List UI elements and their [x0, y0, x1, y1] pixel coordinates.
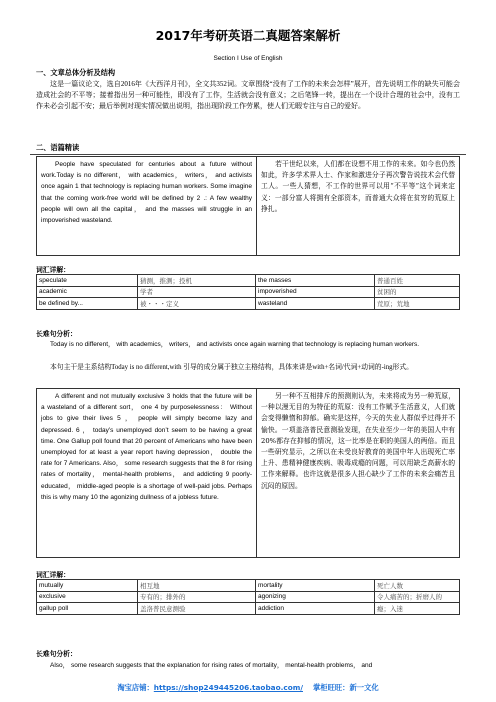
vocab-word: academic — [37, 286, 138, 298]
passage-2-english — [37, 389, 257, 558]
passage-1-english-text: People have speculated for centuries about a future without work.Today is no different， with academics， writers， and activists once again 1 that technology is replacing human workers. Some imagine that the coming work-free world will be defined by 2 .: A few wealthy people will own all the capital， and the masses will struggle in an impoverished wasteland. — [41, 161, 252, 225]
shop-link[interactable]: https://shop249445206.taobao.com/ — [153, 683, 303, 692]
page-subtitle: Section I Use of English — [213, 55, 283, 62]
vocab-meaning: 死亡人数 — [375, 580, 460, 592]
passage-block-2 — [36, 388, 460, 558]
vocab-word: mortality — [256, 580, 375, 592]
analysis-2-english: Also， some research suggests that the explanation for rising rates of mortality， mental-health problems， and — [50, 662, 373, 669]
vocab-meaning: 令人痛苦的；折磨人的 — [375, 591, 460, 603]
vocab-row — [37, 275, 460, 287]
analysis-1-chinese: 本句主干是主系结构Today is no different,with 引导的成分属于独立主格结构，具体来讲是with+名词/代词+动词的-ing形式。 — [50, 364, 413, 371]
section-heading-reading: 二、语篇精读 — [36, 143, 80, 152]
vocab-meaning: 猜测，推测；投机 — [138, 275, 256, 287]
vocab-table-2 — [36, 579, 460, 615]
passage-1-chinese — [257, 157, 460, 256]
structure-paragraph: 这是一篇议论文，选自2016年《大西洋月刊》，全文共352词。文章围绕“没有了工作的未来会怎样”展开，首先说明工作的缺失可能会造成社会的不平等；接着指出另一种可能性，即没有了工作，生活就会没有意义；之后笔锋一转，提出在一个设计合理的社会中，没有工作未必会引起不安；最后举例对现实情况做出说明，指出现阶段工作劳累，使人们无暇专注与自己的爱好。 — [36, 80, 460, 111]
passage-2-chinese-text: 另一种不互相排斥的预测则认为，未来将成为另一种荒原，一种以漫无目的为特征的荒原：没有工作赋予生活意义，人们就会变得懒惰和抑郁。确实是这样，今天的失业人群似乎过得并不愉快。一项盖洛普民意测验发现，在失业至少一年的美国人中有20%都存在抑郁的情况，这一比率是在职的美国人的两倍。而且一些研究显示，之所以在未受良好教育的美国中年人出现死亡率上升、患精神健康疾病、吸毒成瘾的问题，可以用缺乏高薪水的工作来解释。也许这就是很多人担心缺少了工作的未来会痛苦且沉闷的原因。 — [261, 392, 455, 490]
passage-2-english-text: A different and not mutually exclusive 3 holds that the future will be a wasteland of a different sort， one 4 by purposelessness： Without jobs to give their lives 5 ， people will simply become lazy and depressed. 6 ， today’s unemployed don’t seem to be having a great time. One Gallup poll found that 20 percent of Americans who have been unemployed for at least a year report having depression， double the rate for 7 Americans. Also， some research suggests that the 8 for rising rates of mortality， mental-health problems， and addicting 9 poorly-educated， middle-aged people is a shortage of well-paid jobs. Perhaps this is why many 10 the agonizing dullness of a jobless future. — [41, 393, 252, 501]
vocab-word: addiction — [256, 603, 375, 615]
vocab-word: the masses — [256, 275, 375, 287]
shop-owner: 掌柜旺旺：新一文化 — [313, 683, 379, 692]
vocab-word: mutually — [37, 580, 138, 592]
vocab-row — [37, 603, 460, 615]
vocab-word: speculate — [37, 275, 138, 287]
passage-1-chinese-text: 若干世纪以来，人们都在设想不用工作的未来。如今也仍然如此，许多学术界人士、作家和激进分子再次警告说技术会代替工人。一些人猜想，不工作的世界可以用“不平等”这个词来定义：一部分富人将拥有全部资本，而普通大众将在贫穷的荒原上挣扎。 — [261, 160, 455, 213]
shop-label: 淘宝店铺： — [117, 683, 154, 692]
vocab-table-1 — [36, 274, 460, 310]
vocab-heading-1: 词汇详解： — [36, 266, 70, 274]
vocab-heading-2: 词汇详解： — [36, 571, 70, 579]
vocab-row — [37, 591, 460, 603]
vocab-meaning: 专有的；排外的 — [138, 591, 256, 603]
section-divider — [30, 154, 466, 155]
section-heading-structure: 一、文章总体分析及结构 — [36, 68, 116, 77]
analysis-heading-2: 长难句分析： — [36, 650, 77, 658]
passage-1-english — [37, 157, 257, 256]
vocab-meaning: 贫困的 — [375, 286, 460, 298]
vocab-word: agonizing — [256, 591, 375, 603]
passage-block-1 — [36, 156, 460, 256]
vocab-row — [37, 580, 460, 592]
vocab-meaning: 盖洛普民意测验 — [138, 603, 256, 615]
vocab-meaning: 瘾；入迷 — [375, 603, 460, 615]
shop-footer — [0, 683, 496, 693]
page-title: 2017年考研英语二真题答案解析 — [155, 28, 341, 43]
vocab-word: wasteland — [256, 298, 375, 310]
vocab-meaning: 相互地 — [138, 580, 256, 592]
passage-2-chinese — [257, 389, 460, 558]
vocab-meaning: 学者 — [138, 286, 256, 298]
vocab-row — [37, 298, 460, 310]
vocab-word: be defined by... — [37, 298, 138, 310]
vocab-word: impoverished — [256, 286, 375, 298]
vocab-meaning: 被・・・定义 — [138, 298, 256, 310]
vocab-meaning: 普通百姓 — [375, 275, 460, 287]
vocab-meaning: 荒原；荒地 — [375, 298, 460, 310]
analysis-1-english: Today is no different， with academics， writers， and activists once again warning that technology is replacing human workers. — [50, 341, 420, 348]
analysis-heading-1: 长难句分析： — [36, 330, 77, 338]
vocab-word: gallup poll — [37, 603, 138, 615]
vocab-word: exclusive — [37, 591, 138, 603]
vocab-row — [37, 286, 460, 298]
